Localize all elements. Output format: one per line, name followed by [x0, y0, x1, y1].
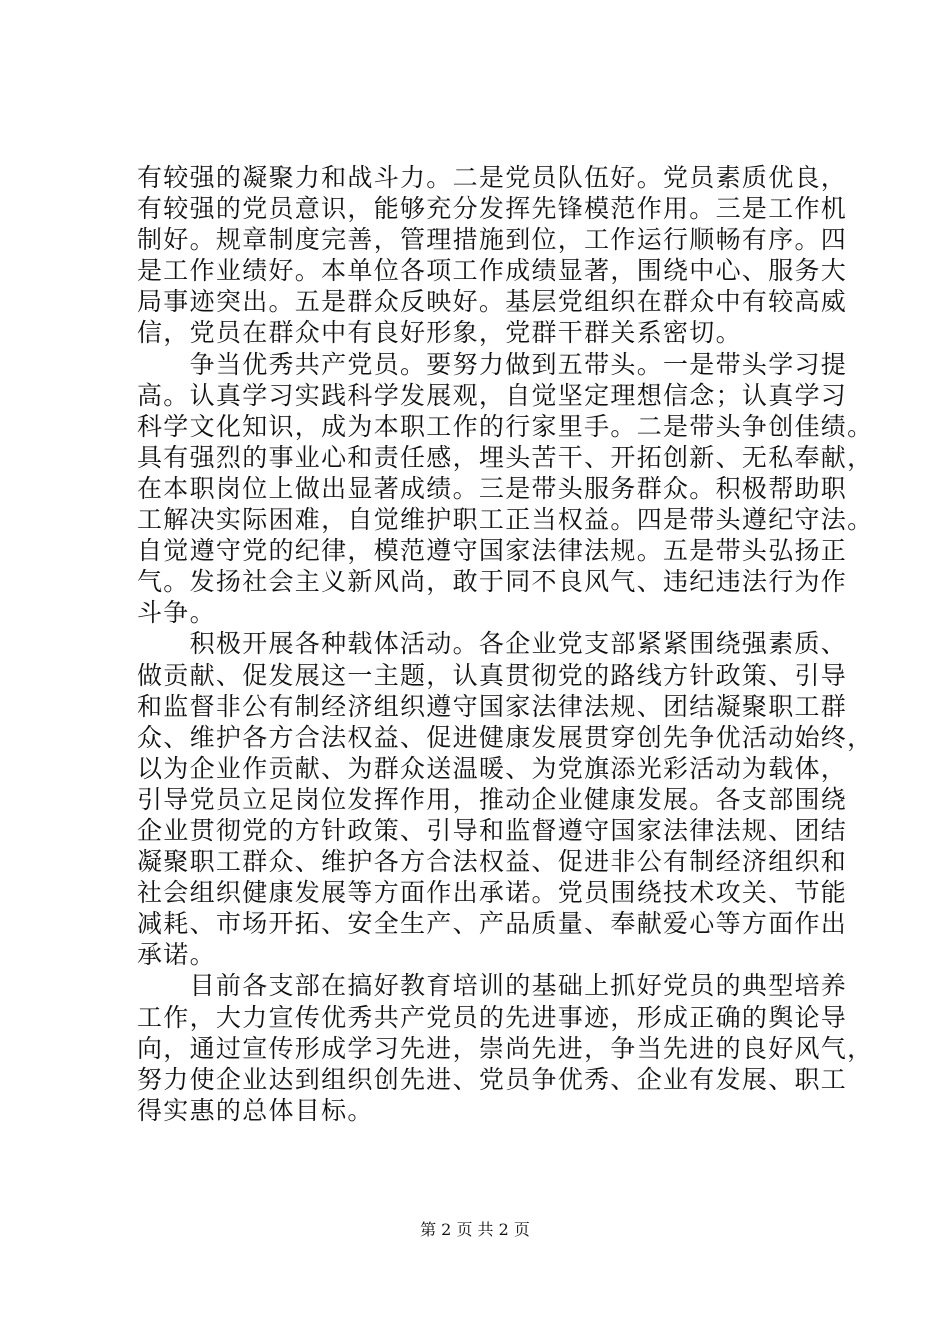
text-line: 斗争。	[137, 598, 216, 628]
document-body	[137, 162, 874, 1126]
text-line: 以为企业作贡献、为群众送温暖、为党旗添光彩活动为载体，	[137, 753, 848, 783]
text-line: 自觉遵守党的纪律，模范遵守国家法律法规。五是带头弘扬正	[137, 536, 848, 566]
text-line: 做贡献、促发展这一主题，认真贯彻党的路线方针政策、引导	[137, 660, 848, 690]
text-line: 积极开展各种载体活动。各企业党支部紧紧围绕强素质、	[137, 629, 848, 659]
text-line: 信，党员在群众中有良好形象，党群干群关系密切。	[137, 318, 742, 348]
text-line: 向，通过宣传形成学习先进，崇尚先进，争当先进的良好风气，	[137, 1033, 874, 1063]
text-line: 众、维护各方合法权益、促进健康发展贯穿创先争优活动始终，	[137, 722, 874, 752]
text-line: 社会组织健康发展等方面作出承诺。党员围绕技术攻关、节能	[137, 878, 848, 908]
text-line: 和监督非公有制经济组织遵守国家法律法规、团结凝聚职工群	[137, 691, 848, 721]
text-line: 是工作业绩好。本单位各项工作成绩显著，围绕中心、服务大	[137, 256, 848, 286]
text-line: 减耗、市场开拓、安全生产、产品质量、奉献爱心等方面作出	[137, 909, 848, 939]
page-number-footer: 第 2 页 共 2 页	[420, 1220, 530, 1239]
text-line: 具有强烈的事业心和责任感，埋头苦干、开拓创新、无私奉献，	[137, 442, 874, 472]
text-line: 工解决实际困难，自觉维护职工正当权益。四是带头遵纪守法。	[137, 505, 874, 535]
text-line: 局事迹突出。五是群众反映好。基层党组织在群众中有较高威	[137, 287, 848, 317]
text-line: 在本职岗位上做出显著成绩。三是带头服务群众。积极帮助职	[137, 473, 848, 503]
text-line: 有较强的党员意识，能够充分发挥先锋模范作用。三是工作机	[137, 194, 848, 224]
text-line: 气。发扬社会主义新风尚，敢于同不良风气、违纪违法行为作	[137, 567, 848, 597]
text-line: 工作，大力宣传优秀共产党员的先进事迹，形成正确的舆论导	[137, 1002, 848, 1032]
text-line: 努力使企业达到组织创先进、党员争优秀、企业有发展、职工	[137, 1064, 848, 1094]
text-line: 目前各支部在搞好教育培训的基础上抓好党员的典型培养	[137, 971, 848, 1001]
text-line: 凝聚职工群众、维护各方合法权益、促进非公有制经济组织和	[137, 847, 848, 877]
text-line: 有较强的凝聚力和战斗力。二是党员队伍好。党员素质优良，	[137, 163, 848, 192]
text-line: 引导党员立足岗位发挥作用，推动企业健康发展。各支部围绕	[137, 784, 848, 814]
text-line: 得实惠的总体目标。	[137, 1095, 374, 1125]
text-line: 科学文化知识，成为本职工作的行家里手。二是带头争创佳绩。	[137, 411, 874, 441]
text-line: 争当优秀共产党员。要努力做到五带头。一是带头学习提	[137, 349, 848, 379]
text-line: 承诺。	[137, 940, 216, 970]
text-line: 制好。规章制度完善，管理措施到位，工作运行顺畅有序。四	[137, 225, 848, 255]
text-line: 高。认真学习实践科学发展观，自觉坚定理想信念；认真学习	[137, 380, 848, 410]
text-line: 企业贯彻党的方针政策、引导和监督遵守国家法律法规、团结	[137, 815, 848, 845]
